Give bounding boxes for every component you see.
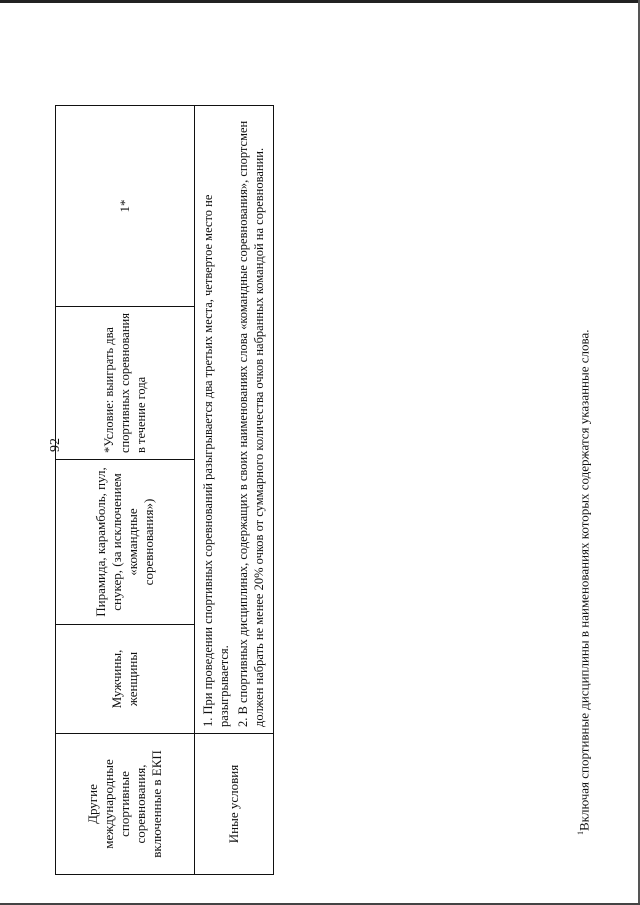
footnote <box>576 235 596 835</box>
condition-cell: *Условие: выиграть два спортивных соревнования в течение года <box>56 307 195 460</box>
requirements-table <box>55 105 274 875</box>
category-line: соревнования, <box>133 764 148 844</box>
table-row <box>195 106 274 875</box>
scan-border-top <box>0 0 640 3</box>
disciplines-cell <box>56 460 195 625</box>
footnote-marker: 1 <box>576 831 585 835</box>
discipline-line: снукер, (за исключением <box>109 473 124 611</box>
note-item: 2. В спортивных дисциплинах, содержащих в своих наименованиях слова «командные соревнования», спортсмен должен набрать не менее 20% очков от суммарного количества очков набранных командой на соревновании. <box>236 120 266 727</box>
gender-line: Мужчины, <box>109 649 124 709</box>
category-line: спортивные <box>117 771 132 837</box>
discipline-line: «командные соревнования») <box>125 498 156 586</box>
discipline-line: Пирамида, карамболь, пул, <box>93 467 108 617</box>
table-row <box>56 106 195 875</box>
gender-line: женщины <box>125 651 140 707</box>
category-line: международные <box>101 759 116 849</box>
gender-cell <box>56 625 195 734</box>
note-item: 1. При проведении спортивных соревнований разыгрывается два третьих места, четвертое место не разыгрывается. <box>201 194 231 727</box>
place-cell: 1* <box>56 106 195 307</box>
category-line: включенные в ЕКП <box>149 750 164 858</box>
other-conditions-label: Иные условия <box>195 734 274 875</box>
footnote-text: Включая спортивные дисциплины в наименованиях которых содержатся указанные слова. <box>576 329 592 831</box>
category-line: Другие <box>85 784 100 824</box>
page-number: 92 <box>48 438 63 452</box>
competition-category-cell <box>56 734 195 875</box>
rotated-page-content <box>55 105 305 875</box>
other-conditions-notes <box>195 106 274 734</box>
